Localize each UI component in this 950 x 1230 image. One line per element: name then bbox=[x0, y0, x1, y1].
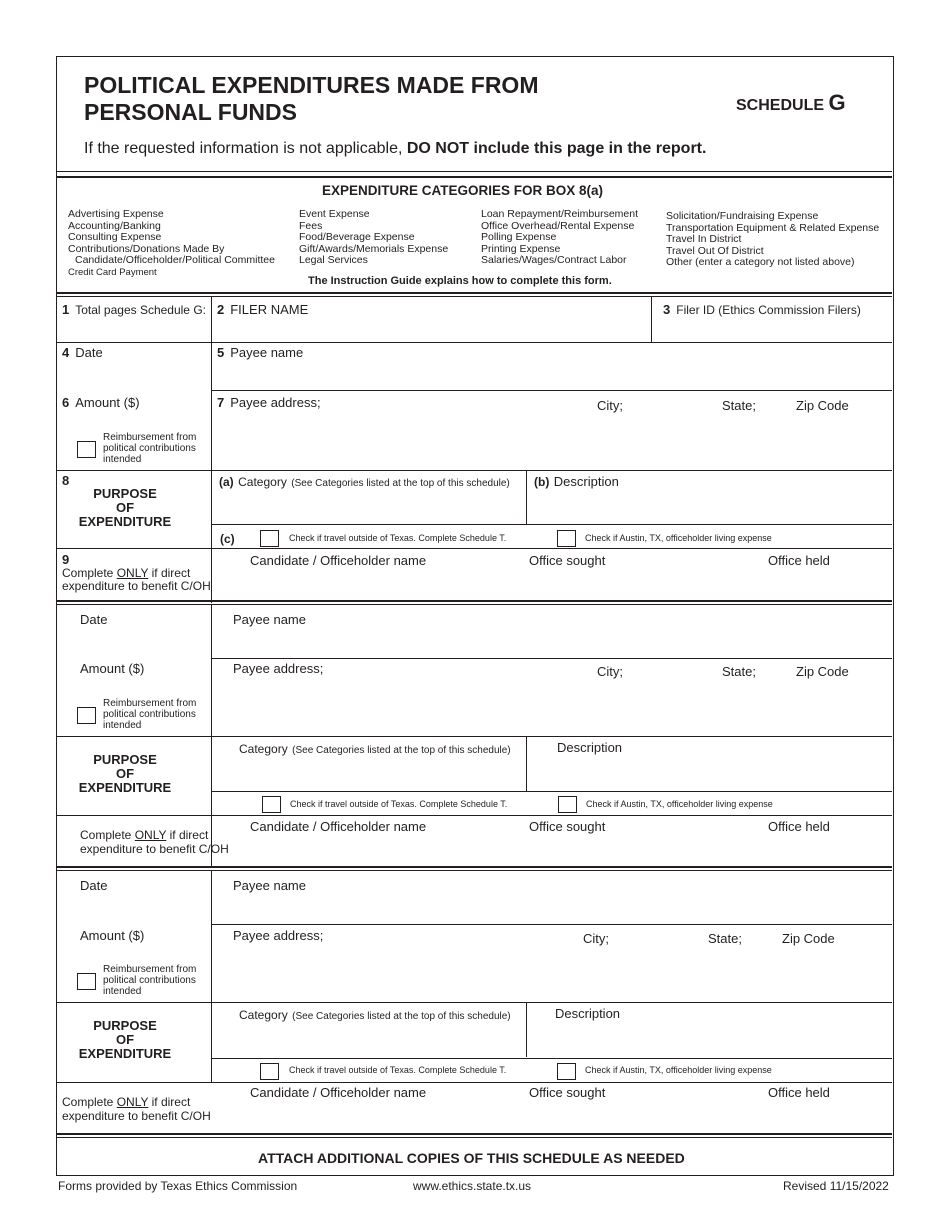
description-field[interactable] bbox=[527, 1023, 891, 1057]
instruction-note: The Instruction Guide explains how to complete this form. bbox=[308, 275, 612, 287]
austin-living-expense-checkbox[interactable] bbox=[557, 530, 576, 547]
candidate-name-label: Candidate / Officeholder name bbox=[250, 819, 427, 834]
amount-label: Amount ($) bbox=[80, 661, 145, 676]
candidate-fields[interactable] bbox=[212, 1102, 891, 1132]
schedule-label bbox=[736, 90, 846, 116]
amount-label: Amount ($) bbox=[80, 928, 145, 943]
payee-name-field[interactable] bbox=[212, 630, 891, 658]
date-field[interactable] bbox=[57, 630, 211, 658]
filer-name-label: 2 FILER NAME bbox=[217, 302, 309, 317]
categories-col2: Event Expense Fees Food/Beverage Expense Gift/Awards/Memorials Expense Legal Services bbox=[299, 208, 449, 266]
applicability-note bbox=[84, 140, 706, 158]
purpose-of-expenditure-label: PURPOSE OF EXPENDITURE bbox=[78, 486, 172, 529]
filer-id-field[interactable] bbox=[652, 320, 891, 342]
categories-title: EXPENDITURE CATEGORIES FOR BOX 8(a) bbox=[322, 183, 604, 198]
form-title-line2: PERSONAL FUNDS bbox=[84, 99, 297, 125]
office-held-label: Office held bbox=[768, 819, 830, 834]
purpose-of-expenditure-label: PURPOSE OF EXPENDITURE bbox=[78, 752, 172, 795]
payee-address-field[interactable] bbox=[212, 948, 891, 1002]
category-field[interactable] bbox=[212, 490, 525, 524]
austin-living-expense-checkbox[interactable] bbox=[558, 796, 577, 813]
office-held-label: Office held bbox=[768, 553, 830, 568]
category-label: (a) Category (See Categories listed at the top of this schedule) bbox=[219, 475, 510, 489]
reimbursement-label: Reimbursement from political contributions intended bbox=[103, 964, 197, 997]
city-label: City; bbox=[597, 664, 623, 679]
direct-expenditure-number: 9 bbox=[62, 552, 70, 567]
schedule-word: SCHEDULE bbox=[736, 97, 825, 114]
state-label: State; bbox=[722, 664, 756, 679]
amount-label: 6 Amount ($) bbox=[62, 395, 140, 410]
total-pages-field[interactable] bbox=[57, 297, 211, 342]
categories-col1: Advertising Expense Accounting/Banking Consulting Expense Contributions/Donations Made By Candidate/Officeholder/Political Committee Credit Card Payment bbox=[68, 208, 275, 278]
candidate-fields[interactable] bbox=[212, 570, 891, 600]
categories-col3: Loan Repayment/Reimbursement Office Overhead/Rental Expense Polling Expense Printing Expense Salaries/Wages/Contract Labor bbox=[481, 208, 638, 266]
note-bold: DO NOT include this page in the report. bbox=[406, 140, 707, 157]
date-field[interactable] bbox=[57, 896, 211, 924]
reimbursement-label: Reimbursement from political contributions intended bbox=[103, 698, 197, 731]
date-label: Date bbox=[80, 612, 108, 627]
direct-expenditure-note: Complete ONLY if direct expenditure to benefit C/OH bbox=[62, 1095, 211, 1123]
payee-address-label: 7 Payee address; bbox=[217, 395, 321, 410]
description-field[interactable] bbox=[527, 757, 891, 791]
footer-website: www.ethics.state.tx.us bbox=[413, 1179, 532, 1193]
categories-col4: Solicitation/Fundraising Expense Transportation Equipment & Related Expense Travel In District Travel Out Of District Other (enter a category not listed above) bbox=[666, 210, 880, 268]
austin-living-expense-label: Check if Austin, TX, officeholder living expense bbox=[585, 1065, 772, 1075]
date-field[interactable] bbox=[57, 362, 211, 390]
zip-code-label: Zip Code bbox=[796, 398, 849, 413]
category-label: Category (See Categories listed at the top of this schedule) bbox=[239, 742, 511, 756]
travel-outside-texas-label: Check if travel outside of Texas. Complete Schedule T. bbox=[289, 533, 507, 543]
office-sought-label: Office sought bbox=[529, 819, 606, 834]
payee-address-label: Payee address; bbox=[233, 661, 324, 676]
zip-code-label: Zip Code bbox=[782, 931, 835, 946]
description-label: Description bbox=[557, 740, 623, 755]
filer-id-label: 3 Filer ID (Ethics Commission Filers) bbox=[663, 302, 861, 317]
filer-name-field[interactable] bbox=[212, 320, 650, 342]
office-sought-label: Office sought bbox=[529, 553, 606, 568]
footer-revised-date: Revised 11/15/2022 bbox=[783, 1179, 889, 1193]
travel-outside-texas-checkbox[interactable] bbox=[260, 1063, 279, 1080]
zip-code-label: Zip Code bbox=[796, 664, 849, 679]
payee-address-field[interactable] bbox=[212, 681, 891, 736]
travel-outside-texas-label: Check if travel outside of Texas. Complete Schedule T. bbox=[290, 799, 508, 809]
category-field[interactable] bbox=[212, 1023, 525, 1057]
form-title-line1: POLITICAL EXPENDITURES MADE FROM bbox=[84, 72, 539, 98]
reimbursement-checkbox[interactable] bbox=[77, 441, 96, 458]
note-prefix: If the requested information is not applicable, bbox=[84, 140, 407, 157]
date-label: Date bbox=[80, 878, 108, 893]
footer-provided-by: Forms provided by Texas Ethics Commission bbox=[58, 1179, 298, 1193]
payee-address-label: Payee address; bbox=[233, 928, 324, 943]
direct-expenditure-note: Complete ONLY if direct expenditure to benefit C/OH bbox=[80, 828, 229, 856]
austin-living-expense-label: Check if Austin, TX, officeholder living expense bbox=[585, 533, 772, 543]
description-label: (b) Description bbox=[534, 474, 619, 489]
description-label: Description bbox=[555, 1006, 621, 1021]
c-label: (c) bbox=[220, 532, 235, 546]
payee-name-label: 5 Payee name bbox=[217, 345, 304, 360]
category-label: Category (See Categories listed at the top of this schedule) bbox=[239, 1008, 511, 1022]
payee-address-field[interactable] bbox=[212, 415, 891, 470]
category-field[interactable] bbox=[212, 757, 525, 791]
purpose-number: 8 bbox=[62, 473, 70, 488]
date-label: 4 Date bbox=[62, 345, 103, 360]
candidate-name-label: Candidate / Officeholder name bbox=[250, 1085, 427, 1100]
direct-expenditure-note: Complete ONLY if direct expenditure to benefit C/OH bbox=[62, 566, 211, 593]
candidate-name-label: Candidate / Officeholder name bbox=[250, 553, 427, 568]
payee-name-field[interactable] bbox=[212, 362, 891, 390]
amount-field[interactable] bbox=[57, 678, 211, 696]
state-label: State; bbox=[708, 931, 742, 946]
purpose-of-expenditure-label: PURPOSE OF EXPENDITURE bbox=[78, 1018, 172, 1061]
reimbursement-checkbox[interactable] bbox=[77, 707, 96, 724]
office-held-label: Office held bbox=[768, 1085, 830, 1100]
travel-outside-texas-checkbox[interactable] bbox=[260, 530, 279, 547]
description-field[interactable] bbox=[527, 490, 891, 524]
candidate-fields[interactable] bbox=[212, 836, 891, 866]
payee-name-label: Payee name bbox=[233, 878, 306, 893]
travel-outside-texas-label: Check if travel outside of Texas. Complete Schedule T. bbox=[289, 1065, 507, 1075]
payee-name-field[interactable] bbox=[212, 896, 891, 924]
schedule-letter: G bbox=[828, 90, 846, 115]
state-label: State; bbox=[722, 398, 756, 413]
attach-copies-note: ATTACH ADDITIONAL COPIES OF THIS SCHEDULE AS NEEDED bbox=[258, 1150, 685, 1166]
amount-field[interactable] bbox=[57, 412, 211, 430]
total-pages-label: 1 Total pages Schedule G: bbox=[62, 302, 206, 317]
amount-field[interactable] bbox=[57, 945, 211, 963]
city-label: City; bbox=[583, 931, 609, 946]
payee-name-label: Payee name bbox=[233, 612, 306, 627]
reimbursement-checkbox[interactable] bbox=[77, 973, 96, 990]
austin-living-expense-label: Check if Austin, TX, officeholder living expense bbox=[586, 799, 773, 809]
travel-outside-texas-checkbox[interactable] bbox=[262, 796, 281, 813]
austin-living-expense-checkbox[interactable] bbox=[557, 1063, 576, 1080]
office-sought-label: Office sought bbox=[529, 1085, 606, 1100]
reimbursement-label: Reimbursement from political contributions intended bbox=[103, 432, 197, 465]
city-label: City; bbox=[597, 398, 623, 413]
